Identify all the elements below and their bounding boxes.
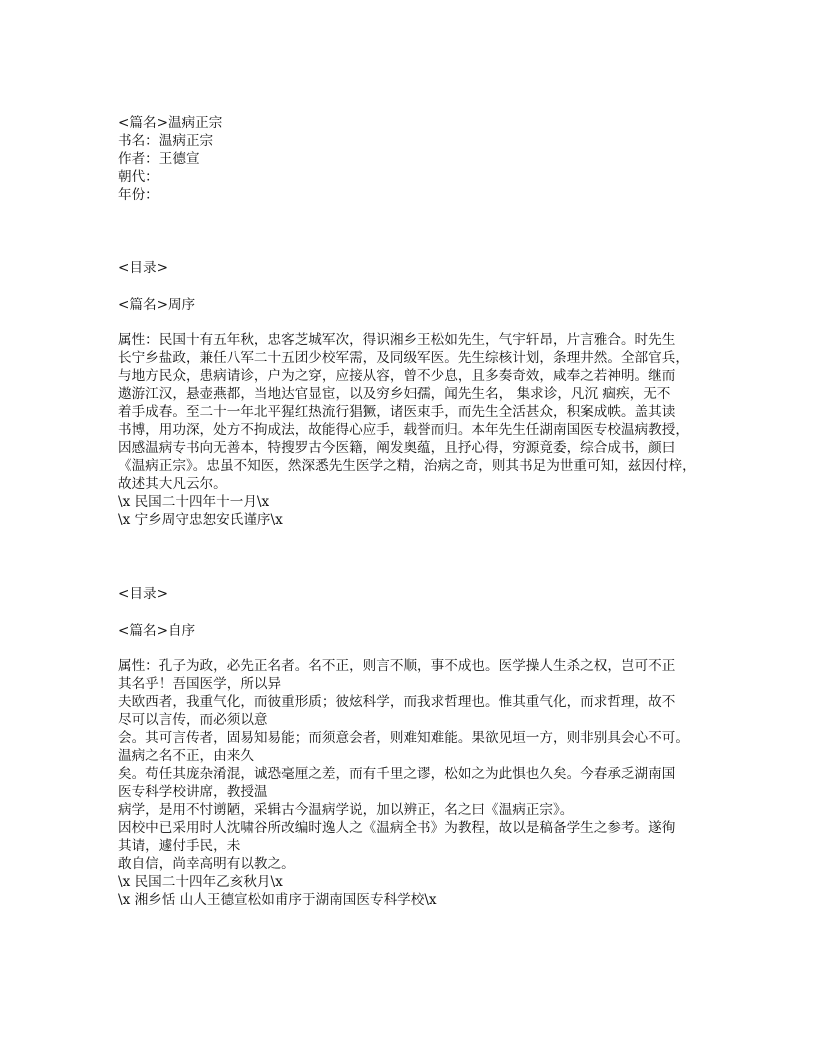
text-line: 敢自信，尚幸高明有以教之。	[118, 856, 295, 872]
text-line: 《温病正宗》。忠虽不知医，然深悉先生医学之精，治病之奇，则其书足为世重可知，兹因付梓，	[118, 458, 696, 474]
text-line: 书博，用功深，处方不拘成法，故能得心应手，载誉而归。本年先生任湖南国医专校温病教授，	[118, 422, 689, 438]
book-name: 书名：温病正宗	[118, 133, 214, 149]
text-line: \x 民国二十四年十一月\x	[118, 494, 270, 510]
toc-heading-2: <目录>	[118, 586, 168, 602]
text-line: 与地方民众，患病请诊，户为之穿，应接从容，曾不少息，且多奏奇效，咸奉之若神明。继而	[118, 368, 676, 384]
chapter-heading-self-preface: <篇名>自序	[118, 623, 196, 639]
text-line: 医专科学校讲席，教授温	[118, 784, 268, 800]
text-line: 其名乎！吾国医学，所以异	[118, 676, 282, 692]
chapter-title: <篇名>温病正宗	[118, 115, 223, 131]
text-line: 着手成春。至二十一年北平猩红热流行猖獗，诸医束手，而先生全活甚众，积案成帙。盖其读	[118, 404, 676, 420]
text-line: \x 民国二十四年乙亥秋月\x	[118, 874, 283, 890]
preface-zhou-body	[118, 331, 696, 529]
text-line: 属性：孔子为政，必先正名者。名不正，则言不顺，事不成也。医学操人生杀之权，岂可不正	[118, 658, 676, 674]
text-line: \x 宁乡周守忠恕安氏谨序\x	[118, 512, 283, 528]
author: 作者：王德宣	[118, 151, 200, 167]
text-line: 故述其大凡云尔。	[118, 476, 227, 492]
text-line: 遨游江汉，悬壶燕都，当地达官显宦，以及穷乡妇孺，闻先生名， 集求诊，凡沉 痼疾，无不	[118, 386, 671, 402]
text-line: 属性：民国十有五年秋，忠客芝城军次，得识湘乡王松如先生，气宇轩昂，片言雅合。时先生	[118, 332, 676, 348]
text-line: 会。其可言传者，固易知易能；而须意会者，则难知难能。果欲见垣一方，则非别具会心不可。	[118, 730, 689, 746]
text-line: 尽可以言传，而必须以意	[118, 712, 268, 728]
self-preface-body	[118, 657, 689, 909]
text-line: 矣。苟任其庞杂淆混，诚恐毫厘之差，而有千里之谬，松如之为此惧也久矣。今春承乏湖南国	[118, 766, 676, 782]
year: 年份：	[118, 187, 159, 203]
text-line: 其请，遽付手民，未	[118, 838, 241, 854]
text-line: 病学，是用不忖谫陋，采辑古今温病学说，加以辨正，名之曰《温病正宗》。	[118, 802, 574, 818]
toc-heading-1: <目录>	[118, 260, 168, 276]
text-line: 因感温病专书向无善本，特搜罗古今医籍，阐发奥蕴，且抒心得，穷源竟委，综合成书，颜曰	[118, 440, 676, 456]
text-line: 长宁乡盐政，兼任八军二十五团少校军需，及同级军医。先生综核计划，条理井然。全部官兵，	[118, 350, 689, 366]
dynasty: 朝代：	[118, 169, 159, 185]
document-header	[118, 114, 222, 204]
text-line: 夫欧西者，我重气化，而彼重形质；彼炫科学，而我求哲理也。惟其重气化，而求哲理，故不	[118, 694, 676, 710]
text-line: 因校中已采用时人沈啸谷所改编时逸人之《温病全书》为教程，故以是稿备学生之参考。遂徇	[118, 820, 676, 836]
chapter-heading-preface-zhou: <篇名>周序	[118, 297, 196, 313]
text-line: \x 湘乡恬 山人王德宣松如甫序于湖南国医专科学校\x	[118, 892, 437, 908]
text-line: 温病之名不正，由来久	[118, 748, 254, 764]
